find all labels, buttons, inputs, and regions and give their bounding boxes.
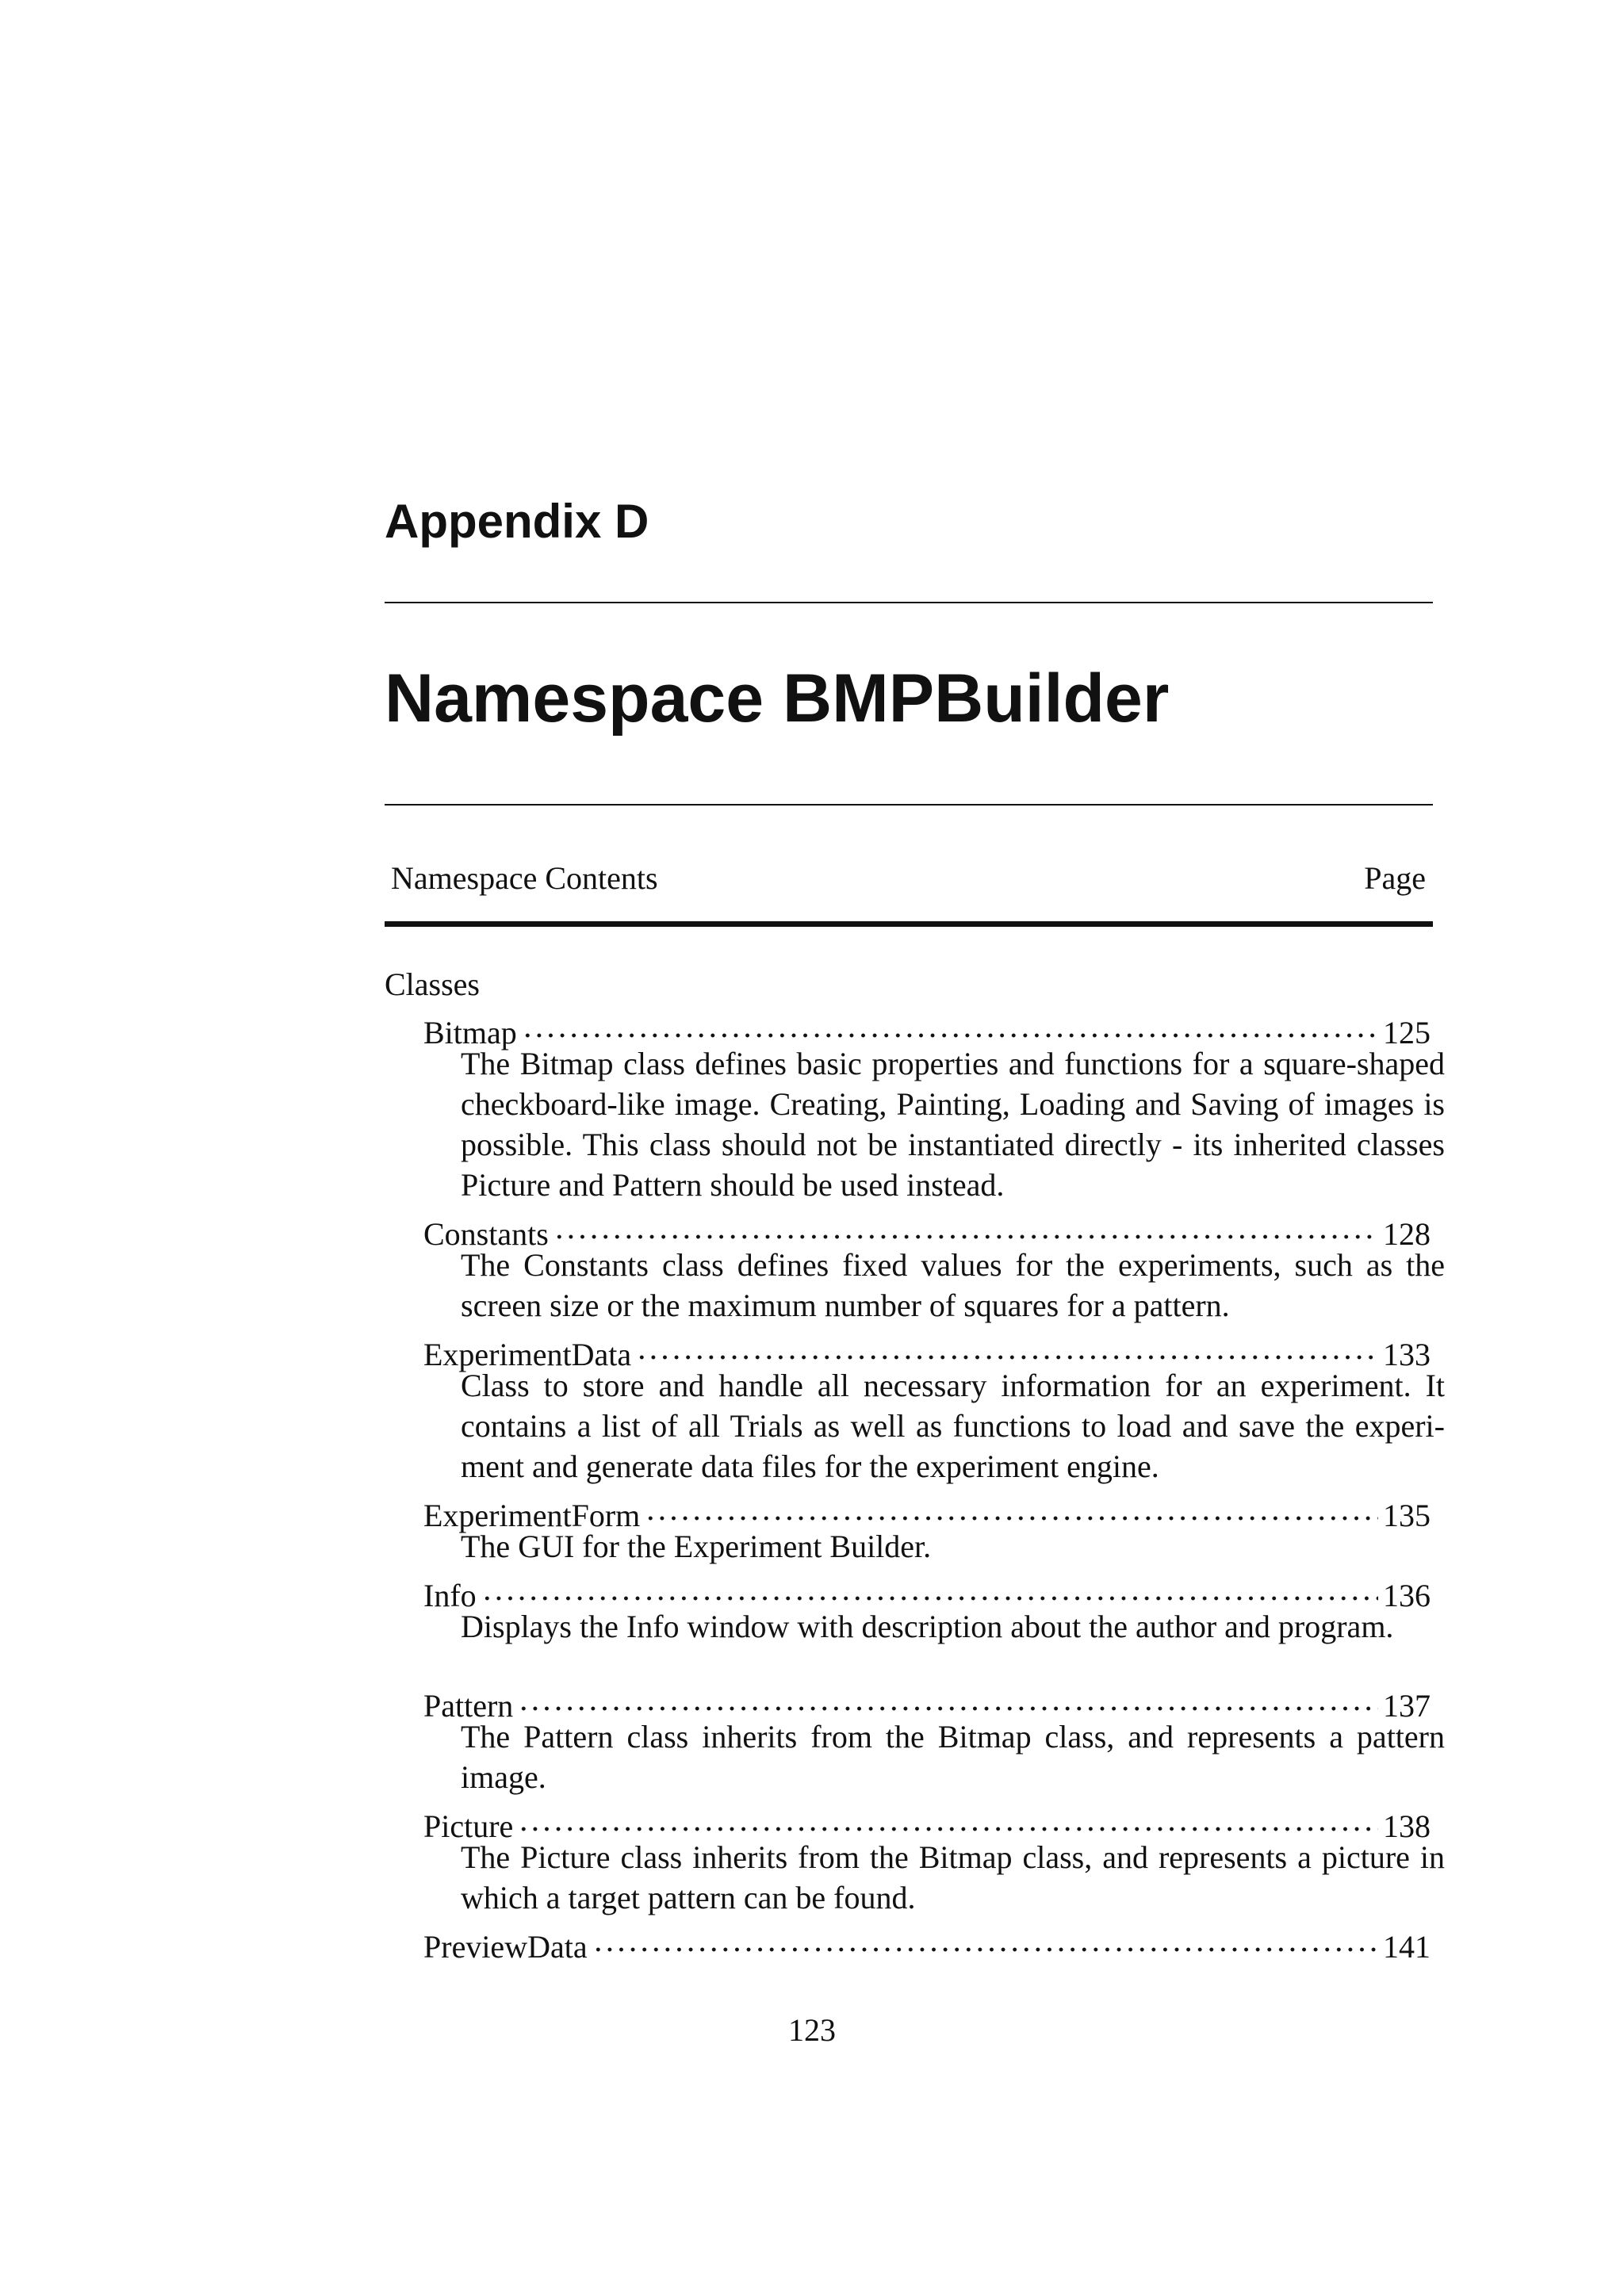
class-description: The Pattern class inherits from the Bitmap class, and represents a pattern image. xyxy=(461,1719,1445,1795)
class-name: Bitmap xyxy=(423,1015,517,1050)
class-entry xyxy=(423,1677,1445,1797)
toc-line[interactable] xyxy=(423,1326,1431,1372)
contents-header-label: Namespace Contents xyxy=(391,860,658,896)
divider xyxy=(385,602,1433,603)
toc-line[interactable] xyxy=(423,1205,1431,1252)
dot-leader xyxy=(518,1677,1378,1716)
dot-leader xyxy=(592,1918,1378,1957)
dot-leader xyxy=(553,1205,1378,1245)
class-entry xyxy=(423,1918,1445,1965)
class-description: Displays the Info window with description about the author and program. xyxy=(461,1609,1394,1644)
contents-header-rule xyxy=(385,921,1433,927)
class-name: Pattern xyxy=(423,1688,514,1724)
dot-leader xyxy=(645,1487,1378,1526)
page-reference: 133 xyxy=(1383,1337,1431,1372)
section-heading: Classes xyxy=(385,966,480,1002)
class-name: Picture xyxy=(423,1808,514,1844)
page-reference: 137 xyxy=(1383,1688,1431,1724)
dot-leader xyxy=(518,1797,1378,1837)
class-entry xyxy=(423,1205,1445,1326)
divider xyxy=(385,804,1433,806)
class-name: Info xyxy=(423,1578,477,1613)
toc-line[interactable] xyxy=(423,1487,1431,1533)
dot-leader xyxy=(481,1567,1378,1606)
page-reference: 138 xyxy=(1383,1808,1431,1844)
toc-line[interactable] xyxy=(423,1677,1431,1724)
class-entry xyxy=(423,1567,1445,1647)
page-reference: 128 xyxy=(1383,1216,1431,1252)
class-description: The Constants class defines fixed values for the experiments, such as the screen size or the maximum number of squares for a pattern. xyxy=(461,1247,1445,1323)
class-entry xyxy=(423,1004,1445,1205)
class-description: The GUI for the Experiment Builder. xyxy=(461,1529,932,1564)
page-reference: 125 xyxy=(1383,1015,1431,1050)
appendix-label: Appendix D xyxy=(385,495,649,548)
class-entry xyxy=(423,1797,1445,1918)
chapter-title: Namespace BMPBuilder xyxy=(385,660,1170,737)
dot-leader xyxy=(522,1004,1378,1043)
class-list xyxy=(423,1004,1445,1965)
dot-leader xyxy=(636,1326,1378,1365)
contents-header xyxy=(391,858,1426,899)
class-name: PreviewData xyxy=(423,1929,588,1965)
class-entry xyxy=(423,1326,1445,1487)
class-name: ExperimentData xyxy=(423,1337,632,1372)
class-description: The Bitmap class defines basic properties and functions for a square-shaped checkboard-like image. Creating, Painting, Loading and Saving of images is possible. This class should not be instantiated directly - its inherited classes Picture and Pattern should be used instead. xyxy=(461,1046,1445,1203)
toc-line[interactable] xyxy=(423,1797,1431,1844)
class-entry xyxy=(423,1487,1445,1567)
class-description: Class to store and handle all necessary information for an experiment. It contains a list of all Trials as well as functions to load and save the experiment and generate data files for the experiment engine. xyxy=(461,1368,1445,1484)
page-number: 123 xyxy=(788,2012,836,2048)
page-reference: 136 xyxy=(1383,1578,1431,1613)
page-reference: 141 xyxy=(1383,1929,1431,1965)
toc-line[interactable] xyxy=(423,1567,1431,1613)
class-name: ExperimentForm xyxy=(423,1498,641,1533)
class-name: Constants xyxy=(423,1216,549,1252)
toc-line[interactable] xyxy=(423,1918,1431,1965)
toc-line[interactable] xyxy=(423,1004,1431,1050)
page-reference: 135 xyxy=(1383,1498,1431,1533)
contents-header-page-label: Page xyxy=(1364,860,1426,896)
class-description: The Picture class inherits from the Bitmap class, and represents a picture in which a target pattern can be found. xyxy=(461,1839,1445,1915)
